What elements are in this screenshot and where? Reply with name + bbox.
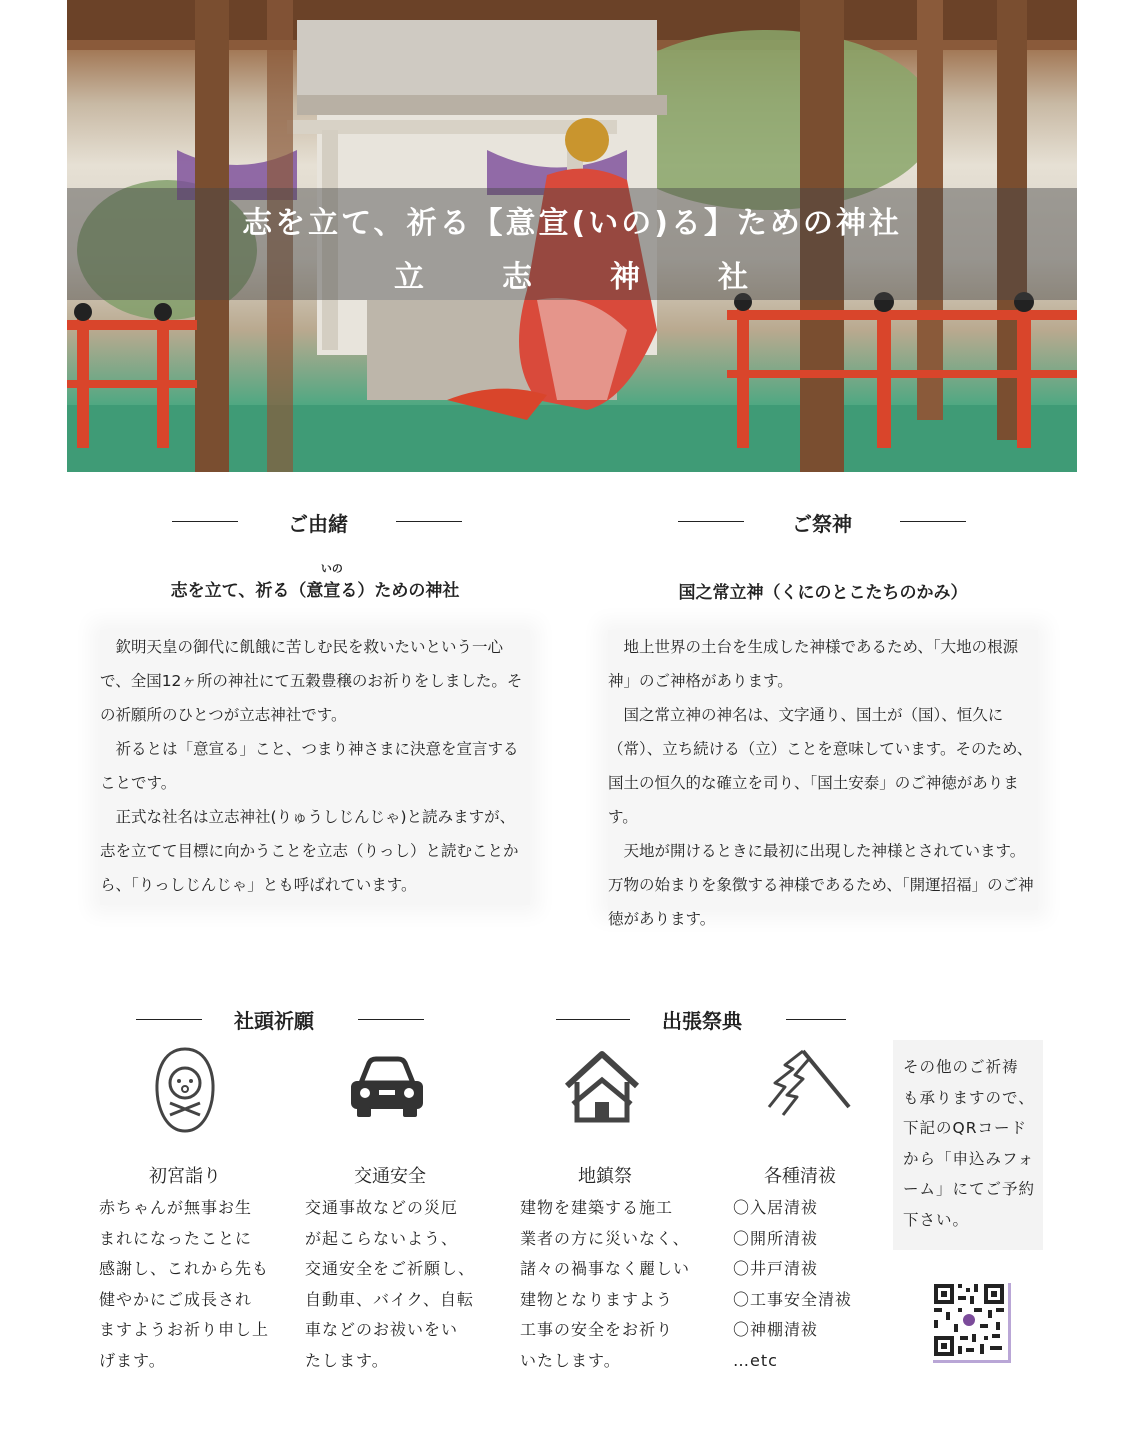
heading-rule <box>786 1019 846 1020</box>
item-body-traffic-safety: 交通事故などの災厄 が起こらないよう、 交通安全をご祈願し、 自動車、バイク、自転 車などのお祓いをい たします。 <box>305 1198 476 1370</box>
heading-rule <box>172 521 238 522</box>
shrine-name-char: 志 <box>502 260 534 295</box>
deity-paragraph: 国之常立神の神名は、文字通り、国土が（国）、恒久に（常）、立ち続ける（立）ことを意味しています。そのため、国土の恒久的な確立を司り、「国土安泰」のご神徳があります。 <box>608 706 1033 826</box>
qr-code-icon <box>930 1280 1008 1360</box>
history-subheading: 志を立て、祈る（ いの 意宣る）ための神社 <box>170 562 460 601</box>
application-form-qr-code[interactable] <box>930 1280 1008 1360</box>
shrine-name-char: 立 <box>394 260 426 295</box>
history-paragraph: 祈るとは「意宣る」こと、つまり神さまに決意を宣言することです。 <box>100 740 519 792</box>
deity-paragraph: 地上世界の土台を生成した神様であるため、「大地の根源神」のご神格があります。 <box>608 638 1019 690</box>
deity-paragraph: 天地が開けるときに最初に出現した神様とされています。万物の始まりを象徴する神様であるため、「開運招福」のご神徳があります。 <box>608 842 1034 928</box>
ruby-reading: いの <box>320 562 343 575</box>
deity-subheading: 国之常立神（くにのとこたちのかみ） <box>678 583 968 603</box>
shrine-prayers-heading: 社頭祈願 <box>234 1009 314 1033</box>
shrine-name-char: 社 <box>718 260 750 295</box>
heading-rule <box>358 1019 424 1020</box>
item-title-hatsumiyamairi: 初宮詣り <box>149 1166 221 1187</box>
history-heading: ご由緒 <box>288 512 348 536</box>
item-body-hatsumiyamairi: 赤ちゃんが無事お生 まれになったことに 感謝し、これから先も 健やかにご成長され ますようお祈り申し上 げます。 <box>99 1198 270 1370</box>
baby-icon <box>150 1045 220 1135</box>
item-body-jichinsai: 建物を建築する施工 業者の方に災いなく、 諸々の禍事なく麗しい 建物となりますよう 工事の安全をお祈り いたします。 <box>520 1198 691 1370</box>
heading-rule <box>556 1019 630 1020</box>
heading-rule <box>396 521 462 522</box>
house-icon <box>563 1048 641 1126</box>
other-prayers-text: その他のご祈祷 も承りますので、 下記のQRコード から「申込みフォ ーム」にてご予約 下さい。 <box>903 1058 1036 1229</box>
history-panel <box>100 630 530 905</box>
heading-rule <box>136 1019 202 1020</box>
item-body-kiyoharai: 〇入居清祓 〇開所清祓 〇井戸清祓 〇工事安全清祓 〇神棚清祓 …etc <box>733 1198 853 1370</box>
item-title-kiyoharai: 各種清祓 <box>764 1166 836 1187</box>
shrine-name-char: 神 <box>610 260 642 295</box>
shrine-name <box>67 252 1077 296</box>
car-icon <box>347 1055 427 1120</box>
ruby-word: いの 意宣る <box>306 562 358 601</box>
item-title-jichinsai: 地鎮祭 <box>578 1166 632 1187</box>
heading-rule <box>678 521 744 522</box>
deity-panel <box>608 630 1038 928</box>
hero-tagline: 志を立て、祈る【意宣(いの)る】ための神社 <box>242 206 902 241</box>
heading-rule <box>900 521 966 522</box>
deity-heading: ご祭神 <box>792 512 852 536</box>
hero-image <box>67 0 1077 472</box>
history-paragraph: 欽明天皇の御代に飢餓に苦しむ民を救いたいという一心で、全国12ヶ所の神社にて五穀豊穣のお祈りをしました。その祈願所のひとつが立志神社です。 <box>100 638 523 724</box>
offsite-rituals-heading: 出張祭典 <box>662 1009 742 1033</box>
purification-icon <box>765 1045 853 1120</box>
item-title-traffic-safety: 交通安全 <box>354 1166 426 1187</box>
history-paragraph: 正式な社名は立志神社(りゅうしじんじゃ)と読みますが、志を立てて目標に向かうことを立志（りっし）と読むことから、「りっしじんじゃ」とも呼ばれています。 <box>100 808 519 894</box>
